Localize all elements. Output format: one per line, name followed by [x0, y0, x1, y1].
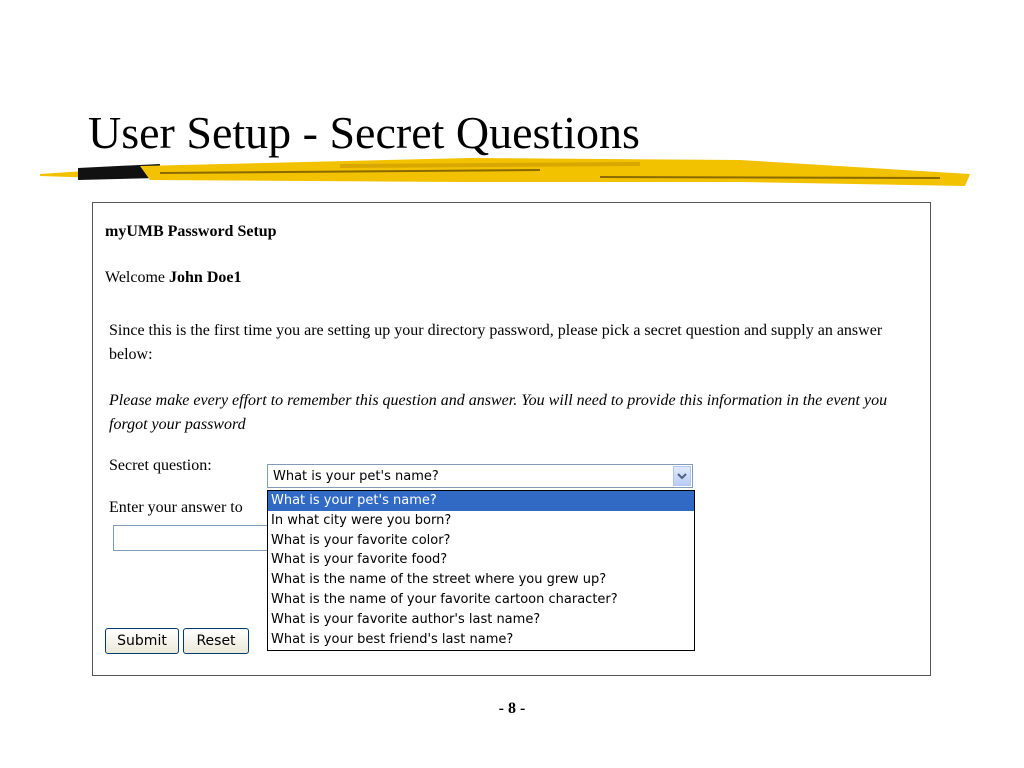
- dropdown-option[interactable]: What is your favorite author's last name?: [271, 611, 541, 627]
- page-number: - 8 -: [498, 700, 526, 717]
- selected-question: What is your pet's name?: [273, 469, 439, 484]
- password-setup-panel: [92, 202, 931, 676]
- title-underline: [40, 152, 970, 192]
- reset-button[interactable]: Reset: [183, 628, 249, 654]
- welcome-line: [105, 269, 241, 287]
- secret-question-label: Secret question:: [109, 457, 212, 474]
- warning-text: Please make every effort to remember this question and answer. You will need to provide this information in the event you forgot your password: [109, 392, 888, 433]
- question-dropdown-list: [267, 490, 695, 651]
- answer-input[interactable]: [113, 525, 273, 551]
- submit-button[interactable]: Submit: [105, 628, 179, 654]
- dropdown-option[interactable]: What is your best friend's last name?: [271, 631, 514, 647]
- dropdown-option[interactable]: What is your pet's name?: [268, 491, 694, 511]
- slide-title: User Setup - Secret Questions: [88, 107, 640, 158]
- answer-label: Enter your answer to: [109, 499, 243, 516]
- dropdown-option[interactable]: In what city were you born?: [271, 512, 452, 528]
- dropdown-arrow-button[interactable]: [673, 466, 691, 486]
- intro-text: Since this is the first time you are setting up your directory password, please pick a secret question and supply an answer below:: [109, 322, 883, 363]
- dropdown-option[interactable]: What is your favorite color?: [271, 532, 451, 548]
- dropdown-option[interactable]: What is the name of your favorite cartoon character?: [271, 591, 618, 607]
- dropdown-option[interactable]: What is your favorite food?: [271, 552, 448, 568]
- user-name: John Doe1: [169, 269, 242, 286]
- secret-question-select[interactable]: [267, 464, 693, 488]
- welcome-prefix: Welcome: [105, 269, 170, 286]
- form-heading: myUMB Password Setup: [105, 223, 277, 240]
- chevron-down-icon: [677, 472, 687, 480]
- dropdown-option[interactable]: What is the name of the street where you grew up?: [271, 572, 607, 588]
